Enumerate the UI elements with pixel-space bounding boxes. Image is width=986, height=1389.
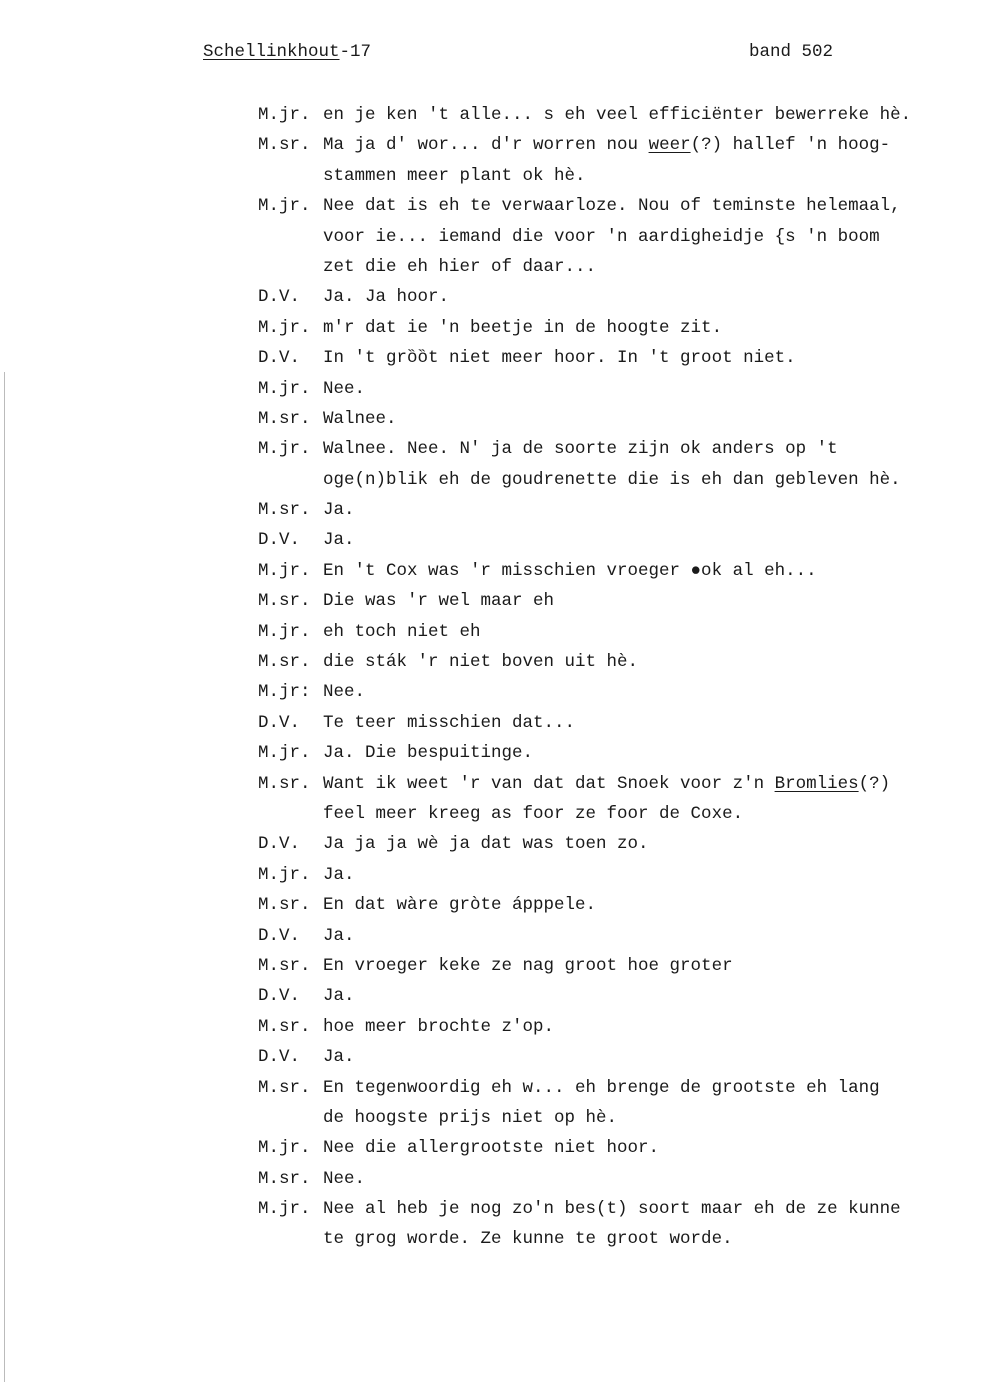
utterance xyxy=(323,708,958,738)
utterance-line xyxy=(323,282,958,312)
speaker-label: M.jr. xyxy=(258,864,311,885)
utterance-line xyxy=(323,951,958,981)
utterance xyxy=(323,282,958,312)
utterance-line xyxy=(323,738,958,768)
text-segment: Nee dat is eh te verwaarloze. Nou of teminste helemaal, xyxy=(323,196,901,217)
transcript-entry xyxy=(258,434,958,495)
utterance xyxy=(323,130,958,191)
text-segment: Ja. xyxy=(323,986,355,1007)
speaker-label: D.V. xyxy=(258,287,301,308)
utterance-line xyxy=(323,890,958,920)
utterance-line xyxy=(323,465,958,495)
speaker-label: M.sr. xyxy=(258,652,311,673)
utterance xyxy=(323,434,958,495)
transcript-entry xyxy=(258,313,958,343)
transcript-entry xyxy=(258,343,958,373)
utterance-line xyxy=(323,404,958,434)
transcript-entry xyxy=(258,981,958,1011)
text-segment: feel meer kreeg as foor ze foor de Coxe. xyxy=(323,803,744,824)
utterance-line xyxy=(323,525,958,555)
transcript-entry xyxy=(258,130,958,191)
utterance xyxy=(323,769,958,830)
text-segment: En 't Cox was 'r misschien vroeger ●ok al eh... xyxy=(323,560,817,581)
transcript-entry xyxy=(258,890,958,920)
transcript-entry xyxy=(258,647,958,677)
utterance xyxy=(323,495,958,525)
utterance xyxy=(323,100,958,130)
speaker-label: M.sr. xyxy=(258,591,311,612)
text-segment: Nee. xyxy=(323,378,366,399)
transcript xyxy=(258,100,958,1255)
utterance xyxy=(323,677,958,707)
text-segment: die sták 'r niet boven uit hè. xyxy=(323,652,639,673)
underlined-word: weer xyxy=(648,135,691,156)
utterance-line xyxy=(323,708,958,738)
title-place: Schellinkhout xyxy=(203,42,340,62)
utterance-line xyxy=(323,981,958,1011)
text-segment: Walnee. Nee. N' ja de soorte zijn ok anders op 't xyxy=(323,439,838,460)
utterance xyxy=(323,981,958,1011)
utterance xyxy=(323,586,958,616)
speaker-label: M.jr. xyxy=(258,317,311,338)
speaker-label: M.sr. xyxy=(258,955,311,976)
speaker-label: M.sr. xyxy=(258,1168,311,1189)
utterance-line xyxy=(323,769,958,799)
underlined-word: Bromlies xyxy=(774,773,859,794)
utterance-line xyxy=(323,677,958,707)
speaker-label: M.jr. xyxy=(258,196,311,217)
speaker-label: M.jr. xyxy=(258,1138,311,1159)
utterance-line xyxy=(323,1103,958,1133)
speaker-label: M.sr. xyxy=(258,773,311,794)
text-segment: En tegenwoordig eh w... eh brenge de grootste eh lang xyxy=(323,1077,880,1098)
text-segment: Ja. xyxy=(323,1047,355,1068)
transcript-entry xyxy=(258,1012,958,1042)
utterance-line xyxy=(323,252,958,282)
utterance xyxy=(323,343,958,373)
scan-margin-line xyxy=(4,372,5,1382)
utterance-line xyxy=(323,1133,958,1163)
utterance xyxy=(323,829,958,859)
text-segment: en je ken 't alle... s eh veel efficiënter bewerreke hè. xyxy=(323,105,912,125)
text-segment: Ja. xyxy=(323,530,355,551)
page-header xyxy=(203,42,833,66)
utterance xyxy=(323,1133,958,1163)
utterance-line xyxy=(323,191,958,221)
utterance xyxy=(323,617,958,647)
speaker-label: M.jr. xyxy=(258,378,311,399)
utterance xyxy=(323,374,958,404)
band-number: band 502 xyxy=(748,42,833,62)
text-segment: Nee. xyxy=(323,1168,366,1189)
text-segment: Ja. xyxy=(323,925,355,946)
speaker-label: M.sr. xyxy=(258,895,311,916)
transcript-entry xyxy=(258,708,958,738)
transcript-entry xyxy=(258,951,958,981)
transcript-entry xyxy=(258,404,958,434)
text-segment: voor ie... iemand die voor 'n aardigheidje {s 'n boom xyxy=(323,226,880,247)
utterance-line xyxy=(323,100,958,130)
speaker-label: M.jr. xyxy=(258,439,311,460)
text-segment: En vroeger keke ze nag groot hoe groter xyxy=(323,955,733,976)
transcript-entry xyxy=(258,1042,958,1072)
speaker-label: M.jr. xyxy=(258,560,311,581)
document-title xyxy=(203,42,371,62)
title-number: -17 xyxy=(339,42,372,62)
transcript-entry xyxy=(258,829,958,859)
speaker-label: D.V. xyxy=(258,712,301,733)
speaker-label: D.V. xyxy=(258,1047,301,1068)
text-segment: hoe meer brochte z'op. xyxy=(323,1016,555,1037)
transcript-entry xyxy=(258,738,958,768)
transcript-entry xyxy=(258,100,958,130)
text-segment: Ja. xyxy=(323,500,355,521)
speaker-label: M.jr: xyxy=(258,682,311,703)
utterance-line xyxy=(323,921,958,951)
text-segment: Ja ja ja wè ja dat was toen zo. xyxy=(323,834,649,855)
utterance xyxy=(323,921,958,951)
speaker-label: D.V. xyxy=(258,925,301,946)
speaker-label: M.sr. xyxy=(258,500,311,521)
speaker-label: M.sr. xyxy=(258,1077,311,1098)
utterance-line xyxy=(323,222,958,252)
text-segment: Die was 'r wel maar eh xyxy=(323,591,555,612)
transcript-entry xyxy=(258,282,958,312)
text-segment: Walnee. xyxy=(323,408,397,429)
text-segment: de hoogste prijs niet op hè. xyxy=(323,1107,618,1128)
text-segment: Nee die allergrootste niet hoor. xyxy=(323,1138,660,1159)
transcript-entry xyxy=(258,769,958,830)
transcript-entry xyxy=(258,860,958,890)
utterance-line xyxy=(323,586,958,616)
utterance xyxy=(323,313,958,343)
utterance-line xyxy=(323,860,958,890)
speaker-label: M.jr. xyxy=(258,1199,311,1220)
utterance-line xyxy=(323,1164,958,1194)
transcript-entry xyxy=(258,525,958,555)
text-segment: m'r dat ie 'n beetje in de hoogte zit. xyxy=(323,317,723,338)
utterance-line xyxy=(323,617,958,647)
utterance xyxy=(323,1073,958,1134)
transcript-entry xyxy=(258,1073,958,1134)
utterance-line xyxy=(323,1012,958,1042)
utterance-line xyxy=(323,829,958,859)
utterance-line xyxy=(323,556,958,586)
transcript-entry xyxy=(258,556,958,586)
text-segment: Ja. Die bespuitinge. xyxy=(323,743,534,764)
utterance xyxy=(323,647,958,677)
utterance-line xyxy=(323,434,958,464)
text-segment: Ja. xyxy=(323,864,355,885)
text-segment: In 't grȍȍt niet meer hoor. In 't groot niet. xyxy=(323,348,796,369)
utterance xyxy=(323,1164,958,1194)
utterance-line xyxy=(323,130,958,160)
text-segment: (?) xyxy=(858,773,891,794)
speaker-label: D.V. xyxy=(258,986,301,1007)
utterance-line xyxy=(323,1194,958,1224)
transcript-entry xyxy=(258,1133,958,1163)
text-segment: Te teer misschien dat... xyxy=(323,712,576,733)
utterance-line xyxy=(323,343,958,373)
transcript-entry xyxy=(258,586,958,616)
utterance xyxy=(323,191,958,282)
utterance-line xyxy=(323,1042,958,1072)
transcript-entry xyxy=(258,617,958,647)
transcript-entry xyxy=(258,495,958,525)
utterance xyxy=(323,890,958,920)
utterance xyxy=(323,525,958,555)
transcript-entry xyxy=(258,191,958,282)
transcript-entry xyxy=(258,374,958,404)
text-segment: zet die eh hier of daar... xyxy=(323,256,597,277)
utterance-line xyxy=(323,647,958,677)
speaker-label: M.sr. xyxy=(258,135,311,156)
speaker-label: M.jr. xyxy=(258,105,311,125)
utterance xyxy=(323,738,958,768)
utterance xyxy=(323,1194,958,1255)
utterance-line xyxy=(323,374,958,404)
text-segment: Want ik weet 'r van dat dat Snoek voor z'n xyxy=(323,773,775,794)
text-segment: (?) hallef 'n hoog- xyxy=(690,135,891,156)
transcript-entry xyxy=(258,1194,958,1255)
text-segment: Nee. xyxy=(323,682,366,703)
speaker-label: M.sr. xyxy=(258,1016,311,1037)
utterance-line xyxy=(323,495,958,525)
utterance xyxy=(323,556,958,586)
text-segment: te grog worde. Ze kunne te groot worde. xyxy=(323,1229,733,1250)
utterance xyxy=(323,860,958,890)
utterance-line xyxy=(323,799,958,829)
utterance-line xyxy=(323,161,958,191)
transcript-entry xyxy=(258,921,958,951)
transcript-entry xyxy=(258,1164,958,1194)
speaker-label: D.V. xyxy=(258,530,301,551)
text-segment: eh toch niet eh xyxy=(323,621,481,642)
utterance xyxy=(323,404,958,434)
utterance xyxy=(323,951,958,981)
utterance-line xyxy=(323,1224,958,1254)
text-segment: oge(n)blik eh de goudrenette die is eh dan gebleven hè. xyxy=(323,469,901,490)
text-segment: stammen meer plant ok hè. xyxy=(323,165,586,186)
transcript-entry xyxy=(258,677,958,707)
text-segment: En dat wàre gròte ápppele. xyxy=(323,895,597,916)
utterance xyxy=(323,1042,958,1072)
text-segment: Ma ja d' wor... d'r worren nou xyxy=(323,135,649,156)
utterance-line xyxy=(323,1073,958,1103)
speaker-label: M.jr. xyxy=(258,743,311,764)
text-segment: Nee al heb je nog zo'n bes(t) soort maar eh de ze kunne xyxy=(323,1199,901,1220)
speaker-label: D.V. xyxy=(258,834,301,855)
text-segment: Ja. Ja hoor. xyxy=(323,287,450,308)
utterance-line xyxy=(323,313,958,343)
utterance xyxy=(323,1012,958,1042)
speaker-label: D.V. xyxy=(258,348,301,369)
speaker-label: M.sr. xyxy=(258,408,311,429)
speaker-label: M.jr. xyxy=(258,621,311,642)
